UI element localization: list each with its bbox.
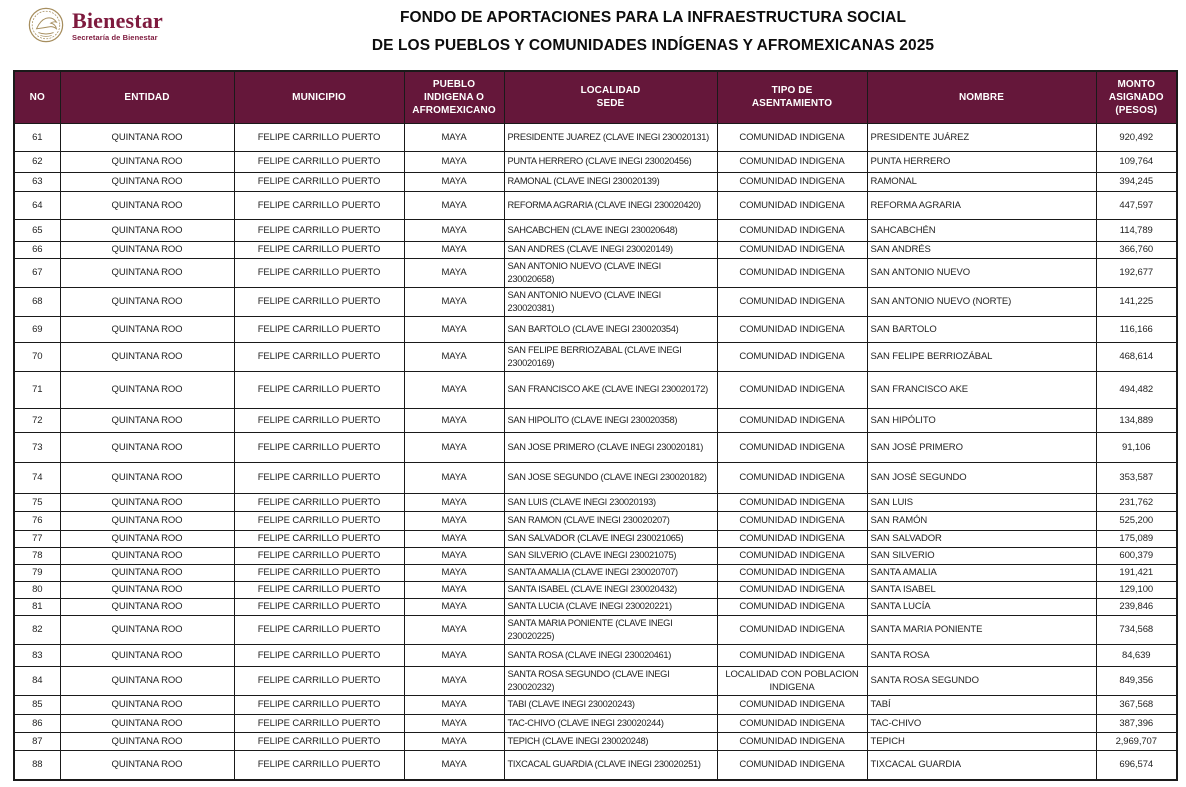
table-row bbox=[14, 462, 1177, 493]
cell-municipio: FELIPE CARRILLO PUERTO bbox=[234, 493, 404, 511]
cell-entidad: QUINTANA ROO bbox=[60, 493, 234, 511]
table-row bbox=[14, 581, 1177, 598]
cell-monto: 920,492 bbox=[1096, 123, 1177, 151]
cell-municipio: FELIPE CARRILLO PUERTO bbox=[234, 191, 404, 219]
table-row bbox=[14, 714, 1177, 732]
cell-pueblo: MAYA bbox=[404, 598, 504, 615]
cell-nombre: SAN JOSÉ SEGUNDO bbox=[867, 462, 1096, 493]
cell-tipo: COMUNIDAD INDIGENA bbox=[717, 432, 867, 462]
cell-localidad: SAN ANDRES (CLAVE INEGI 230020149) bbox=[504, 241, 717, 258]
cell-entidad: QUINTANA ROO bbox=[60, 732, 234, 750]
table-row bbox=[14, 172, 1177, 191]
cell-monto: 114,789 bbox=[1096, 219, 1177, 241]
table-row bbox=[14, 564, 1177, 581]
cell-monto: 141,225 bbox=[1096, 287, 1177, 316]
cell-nombre: SANTA ISABEL bbox=[867, 581, 1096, 598]
cell-tipo: LOCALIDAD CON POBLACION INDIGENA bbox=[717, 666, 867, 695]
cell-nombre: SAHCABCHÉN bbox=[867, 219, 1096, 241]
cell-nombre: TIXCACAL GUARDIA bbox=[867, 750, 1096, 780]
table-row bbox=[14, 750, 1177, 780]
cell-entidad: QUINTANA ROO bbox=[60, 666, 234, 695]
cell-tipo: COMUNIDAD INDIGENA bbox=[717, 750, 867, 780]
cell-pueblo: MAYA bbox=[404, 408, 504, 432]
cell-monto: 2,969,707 bbox=[1096, 732, 1177, 750]
cell-entidad: QUINTANA ROO bbox=[60, 644, 234, 666]
cell-entidad: QUINTANA ROO bbox=[60, 511, 234, 530]
cell-municipio: FELIPE CARRILLO PUERTO bbox=[234, 432, 404, 462]
cell-municipio: FELIPE CARRILLO PUERTO bbox=[234, 511, 404, 530]
table-row bbox=[14, 287, 1177, 316]
cell-entidad: QUINTANA ROO bbox=[60, 462, 234, 493]
cell-municipio: FELIPE CARRILLO PUERTO bbox=[234, 547, 404, 564]
cell-municipio: FELIPE CARRILLO PUERTO bbox=[234, 287, 404, 316]
cell-municipio: FELIPE CARRILLO PUERTO bbox=[234, 714, 404, 732]
allocations-table bbox=[13, 70, 1178, 781]
cell-monto: 447,597 bbox=[1096, 191, 1177, 219]
table-row bbox=[14, 371, 1177, 408]
cell-pueblo: MAYA bbox=[404, 547, 504, 564]
cell-monto: 192,677 bbox=[1096, 258, 1177, 287]
cell-localidad: SAN ANTONIO NUEVO (CLAVE INEGI 230020381) bbox=[504, 287, 717, 316]
cell-pueblo: MAYA bbox=[404, 258, 504, 287]
cell-tipo: COMUNIDAD INDIGENA bbox=[717, 371, 867, 408]
table-row bbox=[14, 316, 1177, 342]
column-header-localidad: LOCALIDAD SEDE bbox=[504, 71, 717, 123]
cell-no: 66 bbox=[14, 241, 60, 258]
table-row bbox=[14, 644, 1177, 666]
cell-tipo: COMUNIDAD INDIGENA bbox=[717, 695, 867, 714]
cell-pueblo: MAYA bbox=[404, 462, 504, 493]
cell-municipio: FELIPE CARRILLO PUERTO bbox=[234, 598, 404, 615]
cell-tipo: COMUNIDAD INDIGENA bbox=[717, 598, 867, 615]
cell-tipo: COMUNIDAD INDIGENA bbox=[717, 511, 867, 530]
cell-entidad: QUINTANA ROO bbox=[60, 342, 234, 371]
cell-municipio: FELIPE CARRILLO PUERTO bbox=[234, 695, 404, 714]
cell-nombre: SANTA LUCÍA bbox=[867, 598, 1096, 615]
document-title-line2: DE LOS PUEBLOS Y COMUNIDADES INDÍGENAS Y AFROMEXICANAS 2025 bbox=[371, 37, 935, 54]
cell-municipio: FELIPE CARRILLO PUERTO bbox=[234, 530, 404, 547]
column-header-pueblo: PUEBLO INDIGENA O AFROMEXICANO bbox=[404, 71, 504, 123]
cell-entidad: QUINTANA ROO bbox=[60, 581, 234, 598]
table-row bbox=[14, 530, 1177, 547]
cell-nombre: SAN BARTOLO bbox=[867, 316, 1096, 342]
column-header-tipo: TIPO DE ASENTAMIENTO bbox=[717, 71, 867, 123]
cell-localidad: SANTA ROSA SEGUNDO (CLAVE INEGI 230020232) bbox=[504, 666, 717, 695]
cell-pueblo: MAYA bbox=[404, 432, 504, 462]
brand-subtitle: Secretaría de Bienestar bbox=[72, 33, 158, 42]
cell-tipo: COMUNIDAD INDIGENA bbox=[717, 287, 867, 316]
cell-localidad: TABI (CLAVE INEGI 230020243) bbox=[504, 695, 717, 714]
cell-entidad: QUINTANA ROO bbox=[60, 123, 234, 151]
cell-nombre: SAN RAMÓN bbox=[867, 511, 1096, 530]
cell-localidad: SANTA LUCIA (CLAVE INEGI 230020221) bbox=[504, 598, 717, 615]
cell-localidad: TAC-CHIVO (CLAVE INEGI 230020244) bbox=[504, 714, 717, 732]
cell-no: 75 bbox=[14, 493, 60, 511]
cell-pueblo: MAYA bbox=[404, 191, 504, 219]
table-header-row bbox=[14, 71, 1177, 123]
cell-localidad: SANTA ROSA (CLAVE INEGI 230020461) bbox=[504, 644, 717, 666]
cell-tipo: COMUNIDAD INDIGENA bbox=[717, 316, 867, 342]
cell-localidad: SAN RAMON (CLAVE INEGI 230020207) bbox=[504, 511, 717, 530]
cell-no: 63 bbox=[14, 172, 60, 191]
cell-monto: 116,166 bbox=[1096, 316, 1177, 342]
cell-pueblo: MAYA bbox=[404, 666, 504, 695]
brand-wordmark: Bienestar bbox=[72, 8, 164, 33]
cell-nombre: RAMONAL bbox=[867, 172, 1096, 191]
cell-no: 83 bbox=[14, 644, 60, 666]
cell-pueblo: MAYA bbox=[404, 750, 504, 780]
cell-no: 80 bbox=[14, 581, 60, 598]
table-row bbox=[14, 598, 1177, 615]
cell-pueblo: MAYA bbox=[404, 241, 504, 258]
table-body bbox=[14, 123, 1177, 780]
cell-municipio: FELIPE CARRILLO PUERTO bbox=[234, 615, 404, 644]
cell-nombre: SAN LUIS bbox=[867, 493, 1096, 511]
bienestar-logo bbox=[27, 6, 163, 44]
cell-no: 84 bbox=[14, 666, 60, 695]
cell-pueblo: MAYA bbox=[404, 530, 504, 547]
cell-tipo: COMUNIDAD INDIGENA bbox=[717, 547, 867, 564]
cell-nombre: SANTA AMALIA bbox=[867, 564, 1096, 581]
cell-tipo: COMUNIDAD INDIGENA bbox=[717, 493, 867, 511]
cell-tipo: COMUNIDAD INDIGENA bbox=[717, 123, 867, 151]
table-row bbox=[14, 666, 1177, 695]
cell-municipio: FELIPE CARRILLO PUERTO bbox=[234, 408, 404, 432]
cell-no: 67 bbox=[14, 258, 60, 287]
cell-localidad: SAN ANTONIO NUEVO (CLAVE INEGI 230020658) bbox=[504, 258, 717, 287]
cell-nombre: TAC-CHIVO bbox=[867, 714, 1096, 732]
cell-municipio: FELIPE CARRILLO PUERTO bbox=[234, 316, 404, 342]
cell-municipio: FELIPE CARRILLO PUERTO bbox=[234, 172, 404, 191]
cell-monto: 468,614 bbox=[1096, 342, 1177, 371]
cell-no: 85 bbox=[14, 695, 60, 714]
document-title bbox=[150, 4, 1156, 60]
cell-pueblo: MAYA bbox=[404, 172, 504, 191]
cell-nombre: REFORMA AGRARIA bbox=[867, 191, 1096, 219]
cell-municipio: FELIPE CARRILLO PUERTO bbox=[234, 371, 404, 408]
cell-municipio: FELIPE CARRILLO PUERTO bbox=[234, 750, 404, 780]
cell-pueblo: MAYA bbox=[404, 219, 504, 241]
cell-no: 78 bbox=[14, 547, 60, 564]
cell-localidad: SAN HIPOLITO (CLAVE INEGI 230020358) bbox=[504, 408, 717, 432]
cell-monto: 387,396 bbox=[1096, 714, 1177, 732]
cell-pueblo: MAYA bbox=[404, 151, 504, 172]
cell-entidad: QUINTANA ROO bbox=[60, 547, 234, 564]
cell-tipo: COMUNIDAD INDIGENA bbox=[717, 732, 867, 750]
cell-localidad: TIXCACAL GUARDIA (CLAVE INEGI 230020251) bbox=[504, 750, 717, 780]
table-header bbox=[14, 71, 1177, 123]
cell-municipio: FELIPE CARRILLO PUERTO bbox=[234, 241, 404, 258]
table-row bbox=[14, 258, 1177, 287]
cell-municipio: FELIPE CARRILLO PUERTO bbox=[234, 666, 404, 695]
cell-no: 69 bbox=[14, 316, 60, 342]
cell-nombre: PRESIDENTE JUÁREZ bbox=[867, 123, 1096, 151]
cell-entidad: QUINTANA ROO bbox=[60, 258, 234, 287]
cell-municipio: FELIPE CARRILLO PUERTO bbox=[234, 151, 404, 172]
cell-localidad: SANTA MARIA PONIENTE (CLAVE INEGI 230020225) bbox=[504, 615, 717, 644]
cell-no: 74 bbox=[14, 462, 60, 493]
government-seal-icon bbox=[27, 6, 65, 44]
cell-nombre: SANTA ROSA SEGUNDO bbox=[867, 666, 1096, 695]
cell-nombre: TABÍ bbox=[867, 695, 1096, 714]
document-title-line1: FONDO DE APORTACIONES PARA LA INFRAESTRUCTURA SOCIAL bbox=[399, 9, 907, 26]
column-header-no: NO bbox=[14, 71, 60, 123]
column-header-entidad: ENTIDAD bbox=[60, 71, 234, 123]
cell-localidad: SAN JOSE PRIMERO (CLAVE INEGI 230020181) bbox=[504, 432, 717, 462]
table-row bbox=[14, 615, 1177, 644]
cell-pueblo: MAYA bbox=[404, 371, 504, 408]
cell-tipo: COMUNIDAD INDIGENA bbox=[717, 615, 867, 644]
cell-tipo: COMUNIDAD INDIGENA bbox=[717, 151, 867, 172]
table-row bbox=[14, 241, 1177, 258]
cell-no: 88 bbox=[14, 750, 60, 780]
cell-localidad: PUNTA HERRERO (CLAVE INEGI 230020456) bbox=[504, 151, 717, 172]
cell-tipo: COMUNIDAD INDIGENA bbox=[717, 564, 867, 581]
cell-monto: 525,200 bbox=[1096, 511, 1177, 530]
cell-nombre: PUNTA HERRERO bbox=[867, 151, 1096, 172]
cell-municipio: FELIPE CARRILLO PUERTO bbox=[234, 342, 404, 371]
cell-pueblo: MAYA bbox=[404, 581, 504, 598]
cell-no: 82 bbox=[14, 615, 60, 644]
cell-tipo: COMUNIDAD INDIGENA bbox=[717, 581, 867, 598]
cell-monto: 696,574 bbox=[1096, 750, 1177, 780]
cell-nombre: SAN HIPÓLITO bbox=[867, 408, 1096, 432]
cell-municipio: FELIPE CARRILLO PUERTO bbox=[234, 581, 404, 598]
cell-tipo: COMUNIDAD INDIGENA bbox=[717, 191, 867, 219]
cell-pueblo: MAYA bbox=[404, 342, 504, 371]
cell-monto: 734,568 bbox=[1096, 615, 1177, 644]
cell-entidad: QUINTANA ROO bbox=[60, 151, 234, 172]
cell-nombre: SANTA MARIA PONIENTE bbox=[867, 615, 1096, 644]
cell-tipo: COMUNIDAD INDIGENA bbox=[717, 644, 867, 666]
cell-monto: 231,762 bbox=[1096, 493, 1177, 511]
cell-localidad: REFORMA AGRARIA (CLAVE INEGI 230020420) bbox=[504, 191, 717, 219]
cell-entidad: QUINTANA ROO bbox=[60, 219, 234, 241]
cell-entidad: QUINTANA ROO bbox=[60, 408, 234, 432]
cell-localidad: SAHCABCHEN (CLAVE INEGI 230020648) bbox=[504, 219, 717, 241]
cell-no: 72 bbox=[14, 408, 60, 432]
cell-municipio: FELIPE CARRILLO PUERTO bbox=[234, 732, 404, 750]
cell-entidad: QUINTANA ROO bbox=[60, 695, 234, 714]
cell-no: 65 bbox=[14, 219, 60, 241]
cell-localidad: SAN BARTOLO (CLAVE INEGI 230020354) bbox=[504, 316, 717, 342]
cell-nombre: SAN SALVADOR bbox=[867, 530, 1096, 547]
table-row bbox=[14, 511, 1177, 530]
table-row bbox=[14, 547, 1177, 564]
cell-monto: 367,568 bbox=[1096, 695, 1177, 714]
table-row bbox=[14, 432, 1177, 462]
cell-municipio: FELIPE CARRILLO PUERTO bbox=[234, 219, 404, 241]
cell-pueblo: MAYA bbox=[404, 695, 504, 714]
cell-monto: 353,587 bbox=[1096, 462, 1177, 493]
cell-localidad: SAN FELIPE BERRIOZABAL (CLAVE INEGI 230020169) bbox=[504, 342, 717, 371]
cell-no: 77 bbox=[14, 530, 60, 547]
cell-localidad: SAN SALVADOR (CLAVE INEGI 230021065) bbox=[504, 530, 717, 547]
cell-no: 81 bbox=[14, 598, 60, 615]
cell-pueblo: MAYA bbox=[404, 287, 504, 316]
cell-municipio: FELIPE CARRILLO PUERTO bbox=[234, 123, 404, 151]
cell-localidad: RAMONAL (CLAVE INEGI 230020139) bbox=[504, 172, 717, 191]
cell-localidad: SAN SILVERIO (CLAVE INEGI 230021075) bbox=[504, 547, 717, 564]
cell-nombre: SAN ANDRÉS bbox=[867, 241, 1096, 258]
cell-monto: 91,106 bbox=[1096, 432, 1177, 462]
cell-municipio: FELIPE CARRILLO PUERTO bbox=[234, 258, 404, 287]
cell-pueblo: MAYA bbox=[404, 714, 504, 732]
cell-no: 71 bbox=[14, 371, 60, 408]
cell-localidad: SANTA ISABEL (CLAVE INEGI 230020432) bbox=[504, 581, 717, 598]
cell-tipo: COMUNIDAD INDIGENA bbox=[717, 408, 867, 432]
cell-tipo: COMUNIDAD INDIGENA bbox=[717, 258, 867, 287]
cell-municipio: FELIPE CARRILLO PUERTO bbox=[234, 462, 404, 493]
cell-monto: 84,639 bbox=[1096, 644, 1177, 666]
cell-pueblo: MAYA bbox=[404, 511, 504, 530]
table-row bbox=[14, 342, 1177, 371]
cell-monto: 849,356 bbox=[1096, 666, 1177, 695]
cell-no: 64 bbox=[14, 191, 60, 219]
table-row bbox=[14, 493, 1177, 511]
cell-monto: 129,100 bbox=[1096, 581, 1177, 598]
table-row bbox=[14, 219, 1177, 241]
cell-localidad: PRESIDENTE JUAREZ (CLAVE INEGI 230020131) bbox=[504, 123, 717, 151]
cell-monto: 109,764 bbox=[1096, 151, 1177, 172]
cell-entidad: QUINTANA ROO bbox=[60, 598, 234, 615]
cell-entidad: QUINTANA ROO bbox=[60, 750, 234, 780]
column-header-municipio: MUNICIPIO bbox=[234, 71, 404, 123]
cell-monto: 191,421 bbox=[1096, 564, 1177, 581]
cell-entidad: QUINTANA ROO bbox=[60, 287, 234, 316]
cell-localidad: TEPICH (CLAVE INEGI 230020248) bbox=[504, 732, 717, 750]
cell-entidad: QUINTANA ROO bbox=[60, 564, 234, 581]
cell-tipo: COMUNIDAD INDIGENA bbox=[717, 462, 867, 493]
cell-pueblo: MAYA bbox=[404, 123, 504, 151]
table-row bbox=[14, 408, 1177, 432]
table-row bbox=[14, 695, 1177, 714]
cell-localidad: SAN JOSE SEGUNDO (CLAVE INEGI 230020182) bbox=[504, 462, 717, 493]
cell-monto: 394,245 bbox=[1096, 172, 1177, 191]
cell-no: 68 bbox=[14, 287, 60, 316]
cell-tipo: COMUNIDAD INDIGENA bbox=[717, 530, 867, 547]
cell-no: 62 bbox=[14, 151, 60, 172]
cell-no: 79 bbox=[14, 564, 60, 581]
cell-nombre: SAN FELIPE BERRIOZÁBAL bbox=[867, 342, 1096, 371]
table-row bbox=[14, 191, 1177, 219]
table-row bbox=[14, 151, 1177, 172]
cell-tipo: COMUNIDAD INDIGENA bbox=[717, 241, 867, 258]
cell-localidad: SAN FRANCISCO AKE (CLAVE INEGI 230020172) bbox=[504, 371, 717, 408]
cell-monto: 494,482 bbox=[1096, 371, 1177, 408]
cell-monto: 175,089 bbox=[1096, 530, 1177, 547]
cell-pueblo: MAYA bbox=[404, 493, 504, 511]
cell-pueblo: MAYA bbox=[404, 316, 504, 342]
cell-no: 61 bbox=[14, 123, 60, 151]
cell-entidad: QUINTANA ROO bbox=[60, 172, 234, 191]
cell-nombre: SANTA ROSA bbox=[867, 644, 1096, 666]
cell-entidad: QUINTANA ROO bbox=[60, 615, 234, 644]
cell-municipio: FELIPE CARRILLO PUERTO bbox=[234, 564, 404, 581]
cell-entidad: QUINTANA ROO bbox=[60, 432, 234, 462]
cell-nombre: TEPICH bbox=[867, 732, 1096, 750]
cell-monto: 134,889 bbox=[1096, 408, 1177, 432]
cell-entidad: QUINTANA ROO bbox=[60, 714, 234, 732]
cell-tipo: COMUNIDAD INDIGENA bbox=[717, 342, 867, 371]
cell-monto: 366,760 bbox=[1096, 241, 1177, 258]
cell-entidad: QUINTANA ROO bbox=[60, 241, 234, 258]
cell-localidad: SANTA AMALIA (CLAVE INEGI 230020707) bbox=[504, 564, 717, 581]
cell-no: 76 bbox=[14, 511, 60, 530]
cell-nombre: SAN SILVERIO bbox=[867, 547, 1096, 564]
cell-nombre: SAN FRANCISCO AKE bbox=[867, 371, 1096, 408]
cell-pueblo: MAYA bbox=[404, 644, 504, 666]
cell-no: 86 bbox=[14, 714, 60, 732]
table-row bbox=[14, 732, 1177, 750]
cell-nombre: SAN ANTONIO NUEVO (NORTE) bbox=[867, 287, 1096, 316]
cell-localidad: SAN LUIS (CLAVE INEGI 230020193) bbox=[504, 493, 717, 511]
column-header-nombre: NOMBRE bbox=[867, 71, 1096, 123]
cell-pueblo: MAYA bbox=[404, 564, 504, 581]
cell-entidad: QUINTANA ROO bbox=[60, 191, 234, 219]
cell-nombre: SAN JOSÉ PRIMERO bbox=[867, 432, 1096, 462]
cell-entidad: QUINTANA ROO bbox=[60, 371, 234, 408]
cell-no: 70 bbox=[14, 342, 60, 371]
cell-nombre: SAN ANTONIO NUEVO bbox=[867, 258, 1096, 287]
cell-entidad: QUINTANA ROO bbox=[60, 530, 234, 547]
cell-monto: 600,379 bbox=[1096, 547, 1177, 564]
cell-monto: 239,846 bbox=[1096, 598, 1177, 615]
cell-pueblo: MAYA bbox=[404, 732, 504, 750]
table-row bbox=[14, 123, 1177, 151]
column-header-monto: MONTO ASIGNADO (PESOS) bbox=[1096, 71, 1177, 123]
cell-municipio: FELIPE CARRILLO PUERTO bbox=[234, 644, 404, 666]
cell-entidad: QUINTANA ROO bbox=[60, 316, 234, 342]
cell-no: 73 bbox=[14, 432, 60, 462]
cell-tipo: COMUNIDAD INDIGENA bbox=[717, 714, 867, 732]
cell-tipo: COMUNIDAD INDIGENA bbox=[717, 172, 867, 191]
cell-no: 87 bbox=[14, 732, 60, 750]
cell-tipo: COMUNIDAD INDIGENA bbox=[717, 219, 867, 241]
cell-pueblo: MAYA bbox=[404, 615, 504, 644]
